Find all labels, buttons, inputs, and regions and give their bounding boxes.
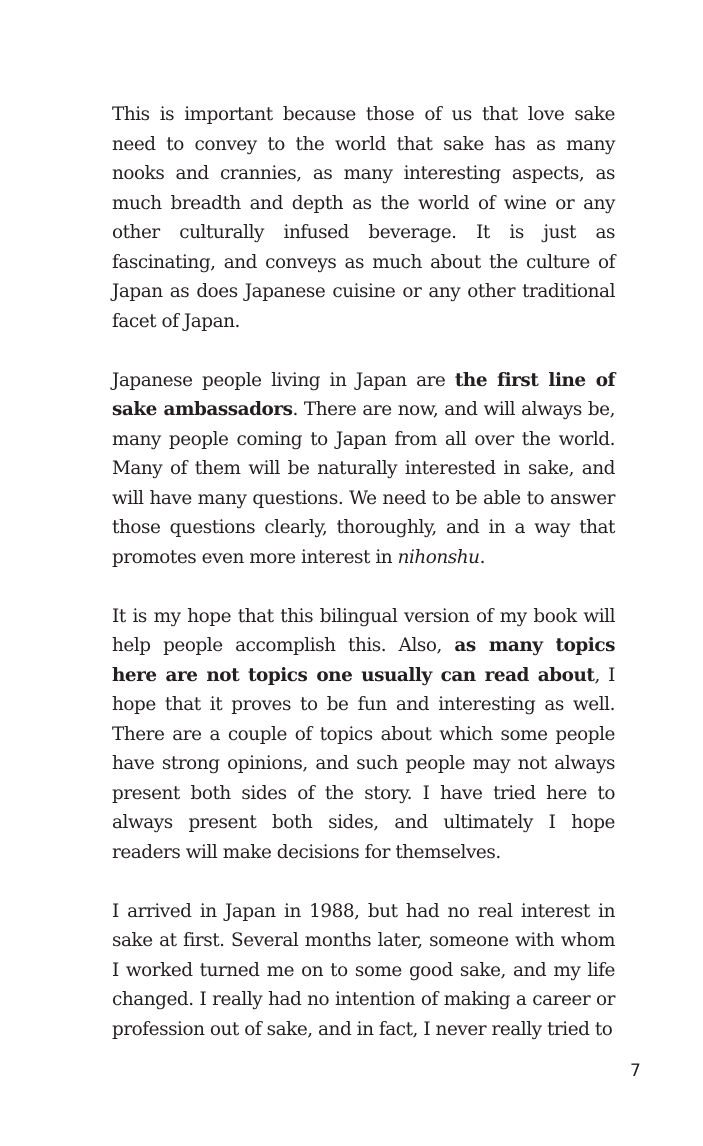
paragraph-4 (112, 897, 615, 1045)
paragraph-3-text-end: , I hope that it proves to be fun and interesting as well. There are a couple of topics about which some people have strong opinions, and such people may not always present both sides of the story. I have tried here to always present both sides, and ultimately I hope readers will make decisions for themselves. (112, 664, 615, 863)
paragraph-2 (112, 366, 615, 573)
paragraph-2-bold-phrase: the first line of sake ambassadors (112, 369, 615, 420)
paragraph-2-italic-term: nihonshu (397, 546, 480, 568)
paragraph-4-text: I arrived in Japan in 1988, but had no real interest in sake at first. Several months later, someone with whom I worked turned me on to some good sake, and my life changed. I really had no intention of making a career or profession out of sake, and in fact, I never really tried to (112, 900, 615, 1040)
page-number: 7 (630, 1061, 641, 1081)
paragraph-2-text-middle: . There are now, and will always be, many people coming to Japan from all over the world. Many of them will be naturally interested in sake, and will have many questions. We need to be able to answer those questions clearly, thoroughly, and in a way that promotes even more interest in (112, 399, 616, 568)
paragraph-3-text-start: It is my hope that this bilingual version of my book will help people accomplish this. Also, (112, 605, 615, 656)
paragraph-1 (112, 100, 615, 336)
paragraph-2-text-end: . (479, 546, 485, 568)
paragraph-2-text-start: Japanese people living in Japan are (112, 369, 455, 391)
body-text (112, 100, 615, 1044)
paragraph-3 (112, 602, 615, 868)
paragraph-1-text: This is important because those of us that love sake need to convey to the world that sake has as many nooks and crannies, as many interesting aspects, as much breadth and depth as the world of wine or any other culturally infused beverage. It is just as fascinating, and conveys as much about the culture of Japan as does Japanese cuisine or any other traditional facet of Japan. (112, 104, 615, 332)
paragraph-3-bold-phrase: as many topics here are not topics one usually can read about (112, 635, 615, 686)
